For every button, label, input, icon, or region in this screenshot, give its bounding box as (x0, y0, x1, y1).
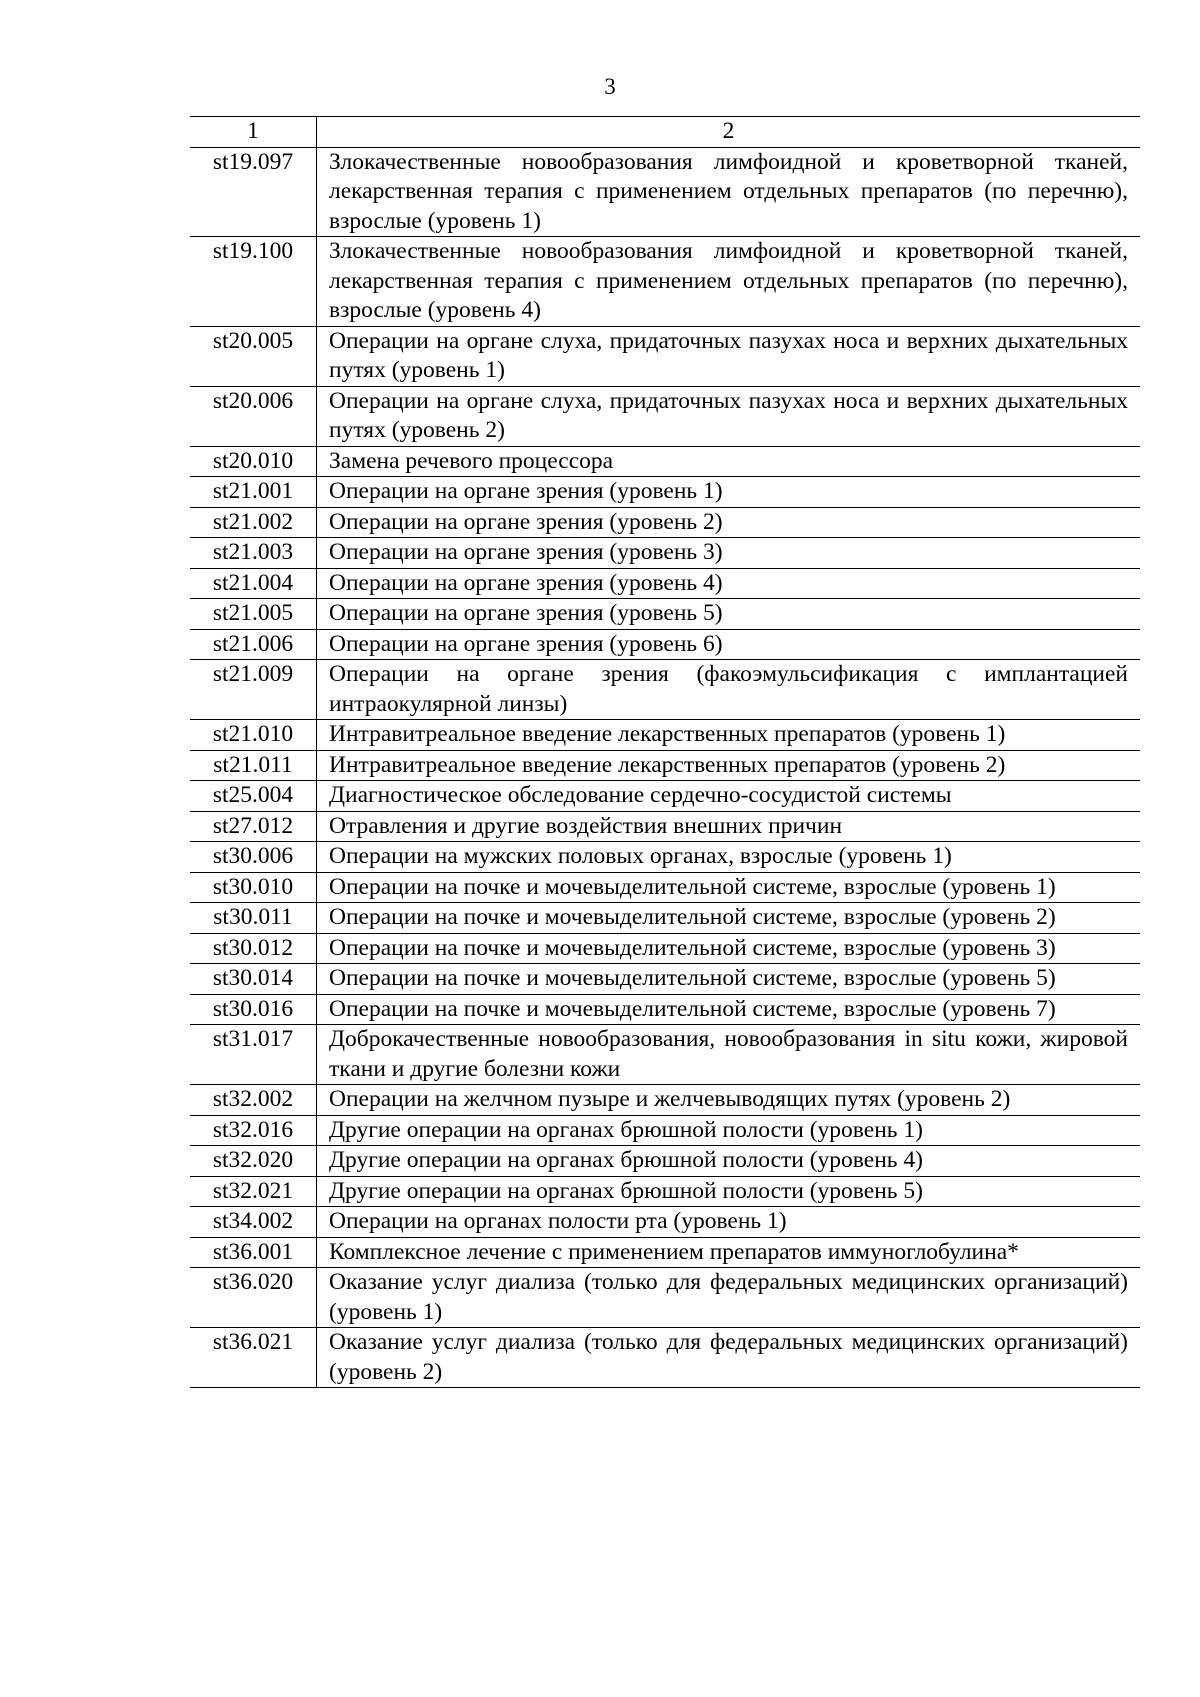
table-row (190, 1146, 1140, 1177)
table-row (190, 872, 1140, 903)
table-row (190, 326, 1140, 386)
description-cell: Операции на почке и мочевыделительной системе, взрослые (уровень 3) (317, 933, 1141, 964)
table-row (190, 446, 1140, 477)
code-cell: st25.004 (190, 781, 317, 812)
code-cell: st30.012 (190, 933, 317, 964)
description-cell: Операции на органе зрения (факоэмульсификация с имплантацией интраокулярной линзы) (317, 660, 1141, 720)
code-cell: st32.002 (190, 1085, 317, 1116)
description-cell: Операции на органе зрения (уровень 4) (317, 568, 1141, 599)
table-row (190, 629, 1140, 660)
code-cell: st20.006 (190, 386, 317, 446)
table-row (190, 386, 1140, 446)
code-cell: st34.002 (190, 1207, 317, 1238)
code-cell: st20.010 (190, 446, 317, 477)
description-cell: Другие операции на органах брюшной полости (уровень 5) (317, 1176, 1141, 1207)
table-row (190, 811, 1140, 842)
code-cell: st30.016 (190, 994, 317, 1025)
code-cell: st21.004 (190, 568, 317, 599)
description-cell: Другие операции на органах брюшной полости (уровень 1) (317, 1115, 1141, 1146)
description-cell: Операции на органе зрения (уровень 2) (317, 507, 1141, 538)
column-header-1: 1 (190, 117, 317, 148)
table-row (190, 1328, 1140, 1388)
table-row (190, 1176, 1140, 1207)
description-cell: Операции на органе зрения (уровень 1) (317, 477, 1141, 508)
code-cell: st21.005 (190, 599, 317, 630)
description-cell: Операции на органе слуха, придаточных пазухах носа и верхних дыхательных путях (уровень 1) (317, 326, 1141, 386)
table-row (190, 750, 1140, 781)
description-cell: Интравитреальное введение лекарственных препаратов (уровень 1) (317, 720, 1141, 751)
description-cell: Операции на мужских половых органах, взрослые (уровень 1) (317, 842, 1141, 873)
code-cell: st21.011 (190, 750, 317, 781)
description-cell: Отравления и другие воздействия внешних причин (317, 811, 1141, 842)
table-row (190, 994, 1140, 1025)
description-cell: Другие операции на органах брюшной полости (уровень 4) (317, 1146, 1141, 1177)
code-cell: st31.017 (190, 1025, 317, 1085)
description-cell: Операции на почке и мочевыделительной системе, взрослые (уровень 7) (317, 994, 1141, 1025)
table-row (190, 842, 1140, 873)
description-cell: Операции на желчном пузыре и желчевыводящих путях (уровень 2) (317, 1085, 1141, 1116)
description-cell: Операции на почке и мочевыделительной системе, взрослые (уровень 5) (317, 964, 1141, 995)
description-cell: Диагностическое обследование сердечно-сосудистой системы (317, 781, 1141, 812)
table-row (190, 568, 1140, 599)
table-row (190, 1115, 1140, 1146)
code-cell: st21.006 (190, 629, 317, 660)
code-cell: st32.020 (190, 1146, 317, 1177)
description-cell: Доброкачественные новообразования, новообразования in situ кожи, жировой ткани и другие болезни кожи (317, 1025, 1141, 1085)
table-row (190, 538, 1140, 569)
description-cell: Операции на почке и мочевыделительной системе, взрослые (уровень 1) (317, 872, 1141, 903)
description-cell: Операции на органе зрения (уровень 3) (317, 538, 1141, 569)
page-number: 3 (604, 74, 616, 99)
table-row (190, 903, 1140, 934)
code-cell: st19.097 (190, 147, 317, 237)
code-cell: st21.003 (190, 538, 317, 569)
table-row (190, 964, 1140, 995)
code-cell: st36.001 (190, 1237, 317, 1268)
code-cell: st36.021 (190, 1328, 317, 1388)
description-cell: Операции на органе зрения (уровень 5) (317, 599, 1141, 630)
description-cell: Оказание услуг диализа (только для федеральных медицинских организаций) (уровень 2) (317, 1328, 1141, 1388)
description-cell: Операции на органе слуха, придаточных пазухах носа и верхних дыхательных путях (уровень 2) (317, 386, 1141, 446)
code-cell: st27.012 (190, 811, 317, 842)
table-row (190, 720, 1140, 751)
table-header-row (190, 117, 1140, 148)
table-row (190, 147, 1140, 237)
table-row (190, 781, 1140, 812)
description-cell: Злокачественные новообразования лимфоидной и кроветворной тканей, лекарственная терапия с применением отдельных препаратов (по перечню), взрослые (уровень 4) (317, 237, 1141, 327)
code-cell: st30.011 (190, 903, 317, 934)
code-cell: st19.100 (190, 237, 317, 327)
description-cell: Операции на органах полости рта (уровень 1) (317, 1207, 1141, 1238)
description-cell: Операции на органе зрения (уровень 6) (317, 629, 1141, 660)
description-cell: Оказание услуг диализа (только для федеральных медицинских организаций) (уровень 1) (317, 1268, 1141, 1328)
table-row (190, 237, 1140, 327)
table-row (190, 660, 1140, 720)
description-cell: Злокачественные новообразования лимфоидной и кроветворной тканей, лекарственная терапия с применением отдельных препаратов (по перечню), взрослые (уровень 1) (317, 147, 1141, 237)
table-row (190, 599, 1140, 630)
code-cell: st21.002 (190, 507, 317, 538)
description-cell: Замена речевого процессора (317, 446, 1141, 477)
table-row (190, 933, 1140, 964)
table-row (190, 507, 1140, 538)
table-row (190, 1268, 1140, 1328)
codes-table (190, 116, 1140, 1388)
code-cell: st36.020 (190, 1268, 317, 1328)
description-cell: Операции на почке и мочевыделительной системе, взрослые (уровень 2) (317, 903, 1141, 934)
table-row (190, 477, 1140, 508)
table-row (190, 1025, 1140, 1085)
code-cell: st30.014 (190, 964, 317, 995)
code-cell: st21.009 (190, 660, 317, 720)
code-cell: st20.005 (190, 326, 317, 386)
code-cell: st21.001 (190, 477, 317, 508)
table-row (190, 1207, 1140, 1238)
code-cell: st30.010 (190, 872, 317, 903)
table-row (190, 1237, 1140, 1268)
description-cell: Интравитреальное введение лекарственных препаратов (уровень 2) (317, 750, 1141, 781)
description-cell: Комплексное лечение с применением препаратов иммуноглобулина* (317, 1237, 1141, 1268)
code-cell: st30.006 (190, 842, 317, 873)
column-header-2: 2 (317, 117, 1141, 148)
table-row (190, 1085, 1140, 1116)
code-cell: st21.010 (190, 720, 317, 751)
code-cell: st32.016 (190, 1115, 317, 1146)
code-cell: st32.021 (190, 1176, 317, 1207)
table-body (190, 147, 1140, 1388)
